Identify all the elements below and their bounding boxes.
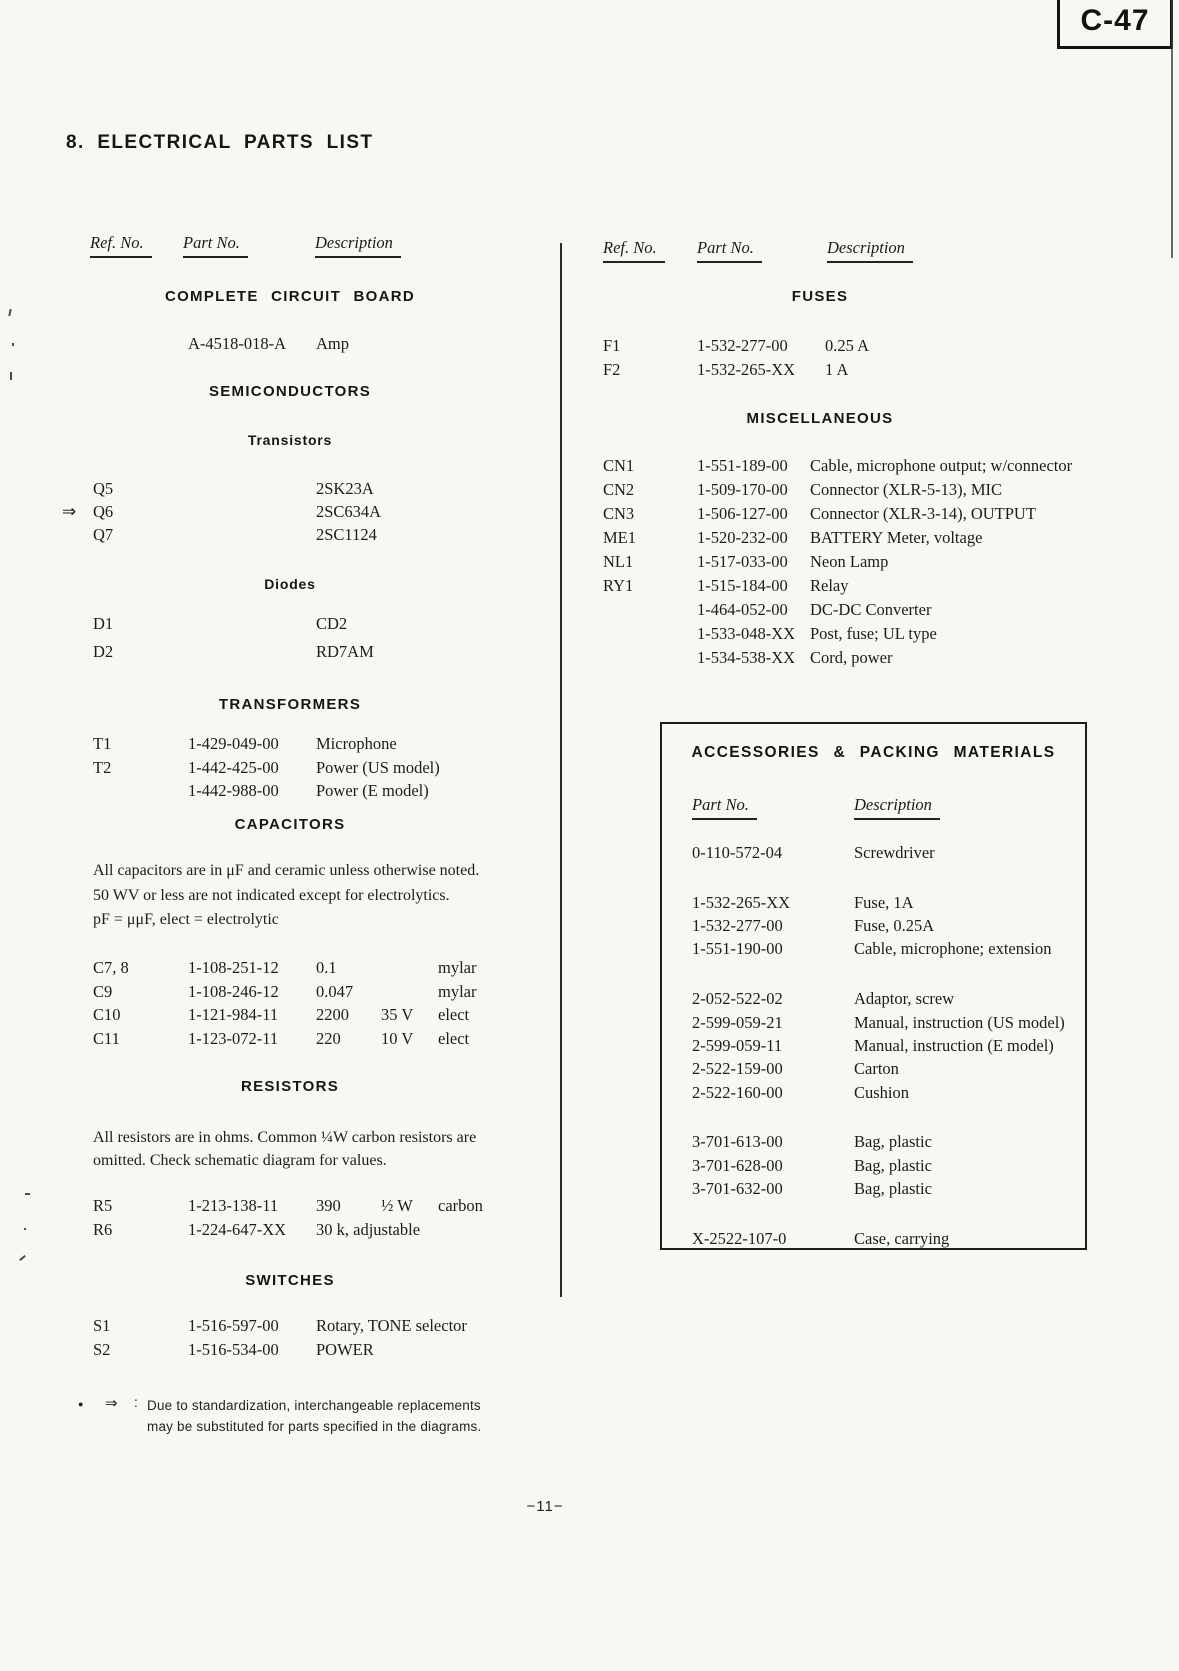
component-type-cell: elect [438, 1029, 470, 1049]
ref-no-header: Ref. No. [90, 233, 152, 258]
part-no-cell: 1-532-265-XX [692, 892, 791, 912]
section-title: COMPLETE CIRCUIT BOARD [164, 288, 416, 305]
part-no-cell: 1-532-277-00 [692, 916, 783, 936]
part-no-cell: 1-506-127-00 [697, 504, 788, 523]
ref-no-cell: D1 [93, 614, 114, 633]
ref-no-cell: F1 [603, 336, 621, 355]
description-cell: BATTERY Meter, voltage [810, 528, 983, 547]
part-no-cell: 2-052-522-02 [692, 989, 783, 1009]
parts-rows [60, 614, 560, 670]
parts-rows [60, 734, 560, 805]
part-no-cell: 2-522-159-00 [692, 1059, 783, 1079]
scan-speck [25, 1193, 30, 1195]
ref-no-cell: D2 [93, 642, 114, 661]
accessory-row [662, 1057, 1085, 1080]
accessory-row [662, 914, 1085, 937]
note-line: 50 WV or less are not indicated except for electrolytics. [93, 886, 450, 904]
description-cell: Screwdriver [854, 843, 935, 862]
ref-no-cell: R6 [93, 1219, 113, 1239]
section-title: SWITCHES [245, 1272, 335, 1289]
accessories-title: ACCESSORIES & PACKING MATERIALS [691, 744, 1056, 761]
part-no-header: Part No. [697, 238, 762, 263]
model-badge [1057, 0, 1173, 49]
part-no-cell: 1-509-170-00 [697, 480, 788, 499]
description-cell: 2200 [316, 1005, 349, 1025]
accessory-row [662, 937, 1085, 960]
part-no-cell: 1-534-538-XX [697, 648, 796, 667]
part-no-cell: 0-110-572-04 [692, 843, 783, 862]
accessories-group [662, 841, 1085, 864]
ref-no-cell: C10 [93, 1005, 121, 1025]
substitution-footnote [60, 1390, 580, 1450]
part-row [540, 648, 1160, 672]
substitution-arrow-icon: ⇒ [62, 502, 77, 521]
part-row [60, 1340, 560, 1364]
description-cell: 2SC1124 [316, 525, 377, 544]
part-no-cell: 1-442-425-00 [188, 757, 279, 777]
ref-no-cell: C7, 8 [93, 958, 129, 977]
part-row [60, 734, 560, 758]
footnote-colon: : [134, 1395, 138, 1410]
part-row [540, 456, 1160, 480]
description-cell: Neon Lamp [810, 552, 889, 571]
ref-no-cell: Q6 [93, 502, 114, 521]
ref-no-cell: R5 [93, 1196, 113, 1215]
ref-no-cell: C11 [93, 1029, 120, 1049]
accessories-group [662, 1130, 1085, 1200]
part-row [60, 479, 560, 502]
description-cell: Power (E model) [316, 781, 429, 800]
accessory-row [662, 1081, 1085, 1104]
scan-speck [8, 309, 11, 316]
accessories-headers [662, 795, 1085, 829]
accessory-row [662, 1034, 1085, 1057]
section-title: TRANSFORMERS [218, 696, 362, 713]
column-divider [560, 243, 562, 1297]
ref-no-cell: ME1 [603, 528, 636, 547]
description-cell: Cable, microphone output; w/connector [810, 456, 1073, 475]
ref-no-cell: T2 [93, 757, 112, 777]
part-no-cell: 1-213-138-11 [188, 1196, 279, 1215]
description-cell: Cord, power [810, 648, 893, 667]
ref-no-cell: CN1 [603, 456, 635, 475]
part-no-cell: 1-442-988-00 [188, 781, 279, 800]
description-cell: 0.25 A [825, 336, 870, 355]
component-type-cell: mylar [438, 958, 477, 977]
part-no-cell: 1-517-033-00 [697, 552, 788, 571]
bullet-icon: ● [78, 1399, 84, 1409]
description-cell: DC-DC Converter [810, 600, 932, 619]
description-cell: Rotary, TONE selector [316, 1316, 467, 1335]
note-line: pF = μμF, elect = electrolytic [93, 911, 279, 929]
part-no-cell: 1-533-048-XX [697, 624, 796, 643]
part-row [540, 624, 1160, 648]
description-cell: 0.1 [316, 958, 337, 977]
description-header: Description [315, 233, 401, 258]
component-type-cell: mylar [438, 981, 477, 1001]
description-header: Description [854, 795, 940, 820]
parts-rows [60, 1316, 560, 1364]
description-cell: CD2 [316, 614, 348, 633]
part-no-cell: 1-515-184-00 [697, 576, 788, 595]
scan-speck [10, 372, 12, 380]
accessory-row [662, 891, 1085, 914]
accessories-box [660, 722, 1087, 1250]
parts-rows [60, 334, 560, 358]
part-row [60, 1029, 560, 1053]
part-row [60, 758, 560, 782]
part-row [540, 528, 1160, 552]
accessory-row [662, 1154, 1085, 1177]
part-no-cell: 2-599-059-11 [692, 1035, 783, 1055]
part-row [60, 334, 560, 358]
part-no-cell: 1-123-072-11 [188, 1029, 279, 1049]
description-cell: Power (US model) [316, 757, 440, 777]
part-row [60, 1220, 560, 1244]
scan-speck [12, 343, 14, 346]
description-cell: 30 k, adjustable [316, 1219, 421, 1239]
description-cell: Bag, plastic [854, 1132, 932, 1152]
part-no-cell: 3-701-613-00 [692, 1132, 783, 1152]
description-cell: Post, fuse; UL type [810, 624, 937, 643]
substitution-arrow-icon: ⇒ [105, 1395, 118, 1412]
description-cell: Bag, plastic [854, 1155, 932, 1175]
section-notes [93, 859, 553, 933]
parts-rows [60, 1196, 560, 1243]
part-no-cell: 1-224-647-XX [188, 1219, 287, 1239]
parts-rows [540, 336, 1160, 384]
ref-no-cell: S2 [93, 1340, 111, 1359]
part-no-cell: 1-108-246-12 [188, 981, 279, 1001]
part-row [540, 552, 1160, 576]
part-no-cell: 2-599-059-21 [692, 1012, 783, 1032]
part-no-cell: 1-516-597-00 [188, 1316, 279, 1335]
part-row [60, 525, 560, 548]
section-title: CAPACITORS [234, 816, 346, 833]
part-row [540, 336, 1160, 360]
description-cell: POWER [316, 1340, 374, 1359]
ref-no-cell: S1 [93, 1316, 111, 1335]
description-header: Description [827, 238, 913, 263]
description-cell: 1 A [825, 360, 849, 379]
model-badge-label: C-47 [1080, 4, 1150, 37]
accessory-row [662, 987, 1085, 1010]
description-cell: Bag, plastic [854, 1179, 932, 1199]
part-row [60, 614, 560, 642]
description-cell: Connector (XLR-3-14), OUTPUT [810, 504, 1036, 523]
description-cell: Adaptor, screw [854, 989, 955, 1009]
description-cell: Relay [810, 576, 849, 595]
section-title: Transistors [247, 432, 333, 448]
part-row [540, 360, 1160, 384]
part-no-cell: 1-551-189-00 [697, 456, 788, 475]
accessory-row [662, 1130, 1085, 1153]
parts-rows [60, 958, 560, 1053]
description-cell: Amp [316, 334, 349, 353]
ref-no-cell: RY1 [603, 576, 634, 595]
description-cell: Carton [854, 1059, 899, 1079]
part-no-header: Part No. [692, 795, 757, 820]
part-row [540, 576, 1160, 600]
part-no-cell: 1-532-265-XX [697, 360, 796, 379]
description-cell: 2SK23A [316, 479, 374, 498]
note-line: All resistors are in ohms. Common ¼W carbon resistors are [93, 1129, 477, 1146]
section-title: FUSES [791, 288, 849, 305]
description-cell: 390 [316, 1196, 341, 1215]
section-notes [93, 1126, 553, 1172]
voltage-cell: ½ W [381, 1196, 413, 1215]
footnote-text [147, 1395, 481, 1437]
description-cell: 2SC634A [316, 502, 382, 521]
left-table-headers [60, 233, 530, 265]
section-title: RESISTORS [240, 1078, 340, 1095]
accessory-row [662, 1227, 1085, 1250]
voltage-cell: 10 V [381, 1029, 414, 1049]
part-row [60, 1316, 560, 1340]
part-no-cell: 1-121-984-11 [188, 1005, 279, 1025]
description-cell: Fuse, 0.25A [854, 916, 935, 936]
note-line: All capacitors are in μF and ceramic unless otherwise noted. [93, 862, 480, 879]
section-title: MISCELLANEOUS [746, 410, 894, 427]
component-type-cell: carbon [438, 1196, 483, 1215]
description-cell: Connector (XLR-5-13), MIC [810, 480, 1003, 499]
ref-no-cell: C9 [93, 981, 113, 1001]
parts-rows [60, 479, 560, 548]
description-cell: Manual, instruction (E model) [854, 1035, 1054, 1055]
part-no-header: Part No. [183, 233, 248, 258]
parts-rows [540, 456, 1160, 672]
accessory-row [662, 1177, 1085, 1200]
right-table-headers [540, 238, 1100, 270]
ref-no-header: Ref. No. [603, 238, 665, 263]
note-line: omitted. Check schematic diagram for values. [93, 1152, 387, 1169]
ref-no-cell: T1 [93, 734, 112, 753]
part-row [60, 958, 560, 982]
accessories-group [662, 1227, 1085, 1250]
part-no-cell: 1-551-190-00 [692, 939, 783, 959]
description-cell: Cushion [854, 1082, 910, 1102]
ref-no-cell: F2 [603, 360, 621, 379]
accessory-row [662, 1011, 1085, 1034]
part-no-cell: 1-516-534-00 [188, 1340, 279, 1359]
part-no-cell: 1-532-277-00 [697, 336, 788, 355]
part-row [60, 1005, 560, 1029]
part-row [540, 480, 1160, 504]
accessories-rows [662, 841, 1085, 1277]
section-title: SEMICONDUCTORS [208, 383, 372, 400]
scan-speck [24, 1228, 26, 1230]
part-no-cell: A-4518-018-A [188, 334, 287, 353]
page-edge-line [1171, 0, 1173, 258]
part-row [60, 502, 560, 525]
description-cell: Cable, microphone; extension [854, 939, 1052, 959]
part-no-cell: X-2522-107-0 [692, 1228, 787, 1248]
ref-no-cell: CN3 [603, 504, 635, 523]
description-cell: Microphone [316, 734, 397, 753]
ref-no-cell: CN2 [603, 480, 635, 499]
footnote-line: Due to standardization, interchangeable replacements [147, 1398, 481, 1413]
description-cell: 220 [316, 1029, 341, 1049]
part-no-cell: 3-701-628-00 [692, 1155, 783, 1175]
part-no-cell: 1-464-052-00 [697, 600, 788, 619]
part-no-cell: 3-701-632-00 [692, 1179, 783, 1199]
page-title: 8. ELECTRICAL PARTS LIST [66, 132, 374, 153]
scan-speck [19, 1255, 26, 1261]
ref-no-cell: Q7 [93, 525, 114, 544]
page-number: −11− [526, 1498, 564, 1515]
description-cell: Manual, instruction (US model) [854, 1012, 1065, 1032]
part-row [60, 982, 560, 1006]
description-cell: Fuse, 1A [854, 892, 914, 912]
voltage-cell: 35 V [381, 1005, 414, 1025]
part-no-cell: 1-429-049-00 [188, 734, 279, 753]
description-cell: Case, carrying [854, 1228, 950, 1248]
accessories-group [662, 891, 1085, 961]
part-no-cell: 1-108-251-12 [188, 958, 279, 977]
description-cell: RD7AM [316, 642, 374, 661]
part-row [540, 504, 1160, 528]
part-no-cell: 1-520-232-00 [697, 528, 788, 547]
accessory-row [662, 841, 1085, 864]
part-no-cell: 2-522-160-00 [692, 1082, 783, 1102]
accessories-group [662, 987, 1085, 1103]
part-row [60, 642, 560, 670]
part-row [60, 1196, 560, 1220]
ref-no-cell: NL1 [603, 552, 634, 571]
part-row [60, 781, 560, 805]
part-row [540, 600, 1160, 624]
footnote-line: may be substituted for parts specified in the diagrams. [147, 1419, 482, 1434]
description-cell: 0.047 [316, 981, 354, 1001]
section-title: Diodes [264, 576, 316, 592]
ref-no-cell: Q5 [93, 479, 114, 498]
component-type-cell: elect [438, 1005, 470, 1025]
